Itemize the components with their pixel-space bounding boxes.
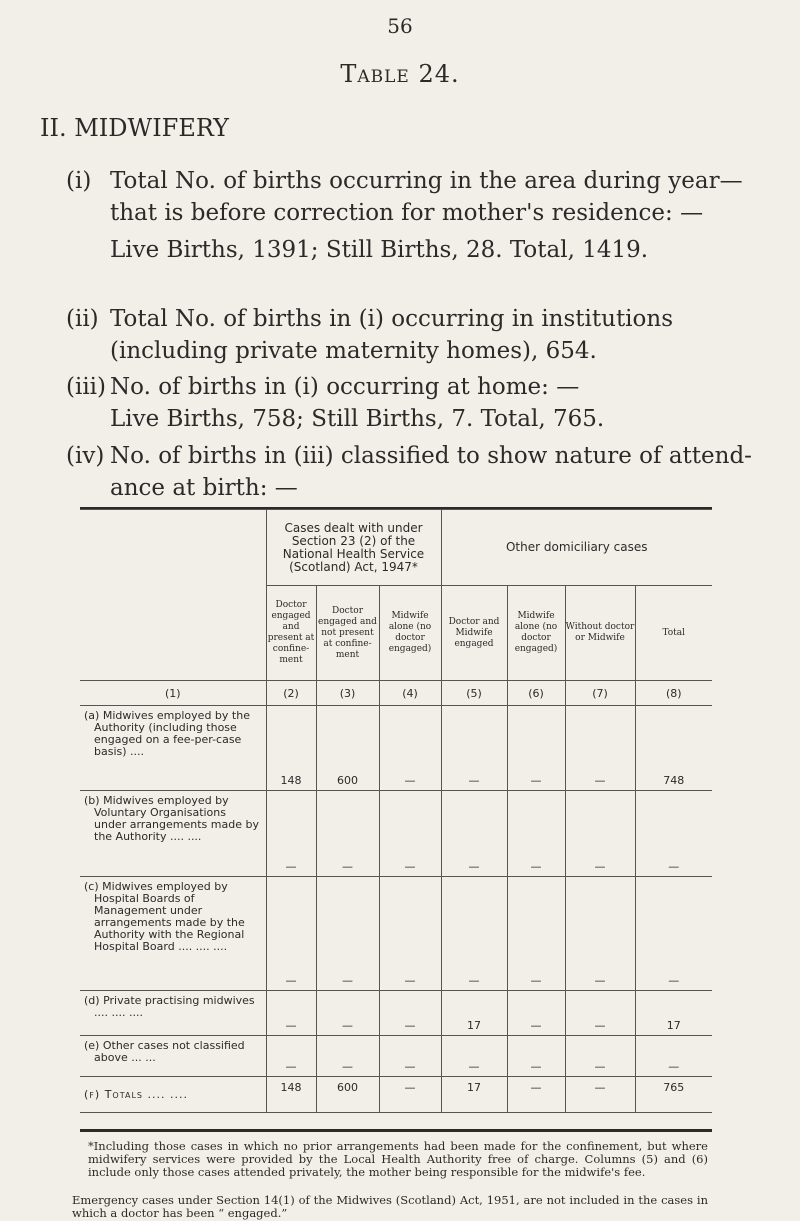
table-row bbox=[80, 991, 712, 1036]
table-cell: — bbox=[565, 791, 635, 877]
row-description: Midwives employed by the Authority (including those engaged on a fee-per-case basis) .... bbox=[94, 709, 250, 758]
table-row bbox=[80, 1036, 712, 1077]
column-number: (4) bbox=[379, 681, 441, 706]
row-label bbox=[80, 791, 266, 877]
table-cell: 148 bbox=[266, 706, 316, 791]
item-i bbox=[66, 165, 786, 229]
column-number: (7) bbox=[565, 681, 635, 706]
item-text-line: Total No. of births occurring in the area during year— bbox=[110, 168, 743, 194]
table-cell: — bbox=[507, 791, 565, 877]
page-number: 56 bbox=[387, 14, 413, 38]
column-number: (1) bbox=[80, 681, 266, 706]
table-cell: 17 bbox=[441, 991, 507, 1036]
table-cell: — bbox=[507, 877, 565, 991]
other-group-header: Other domiciliary cases bbox=[441, 510, 712, 586]
table-cell: — bbox=[266, 991, 316, 1036]
table-cell: — bbox=[507, 991, 565, 1036]
item-iv bbox=[66, 440, 786, 504]
row-letter: (d) bbox=[84, 994, 100, 1007]
table-cell: 600 bbox=[316, 1077, 379, 1113]
column-number: (5) bbox=[441, 681, 507, 706]
attendance-table bbox=[80, 507, 712, 1132]
column-header: Total bbox=[635, 586, 712, 681]
item-label: (i) bbox=[66, 168, 92, 194]
column-header: Doctor engaged and not present at confine-ment bbox=[316, 586, 379, 681]
row-letter: (b) bbox=[84, 794, 100, 807]
row-letter: (a) bbox=[84, 709, 100, 722]
table-cell: — bbox=[565, 877, 635, 991]
section-heading bbox=[40, 114, 229, 142]
table-cell: — bbox=[316, 991, 379, 1036]
column-number: (3) bbox=[316, 681, 379, 706]
row-description: Totals .... .... bbox=[104, 1087, 188, 1101]
table-cell: — bbox=[565, 991, 635, 1036]
column-header: Doctor engaged and present at confine-ment bbox=[266, 586, 316, 681]
table-cell: — bbox=[379, 1036, 441, 1077]
column-number: (6) bbox=[507, 681, 565, 706]
row-letter: (f) bbox=[84, 1087, 101, 1101]
item-text-line: (including private maternity homes), 654. bbox=[110, 338, 597, 364]
item-label: (ii) bbox=[66, 306, 99, 332]
table-cell: — bbox=[316, 877, 379, 991]
table-row bbox=[80, 877, 712, 991]
table-row bbox=[80, 791, 712, 877]
row-letter: (e) bbox=[84, 1039, 100, 1052]
item-label: (iii) bbox=[66, 374, 107, 400]
table-cell: — bbox=[379, 991, 441, 1036]
item-text-line: No. of births in (iii) classified to show nature of attend- bbox=[110, 443, 752, 469]
table-cell: — bbox=[441, 1036, 507, 1077]
table-cell: — bbox=[441, 791, 507, 877]
table-cell: — bbox=[379, 791, 441, 877]
row-letter: (c) bbox=[84, 880, 99, 893]
table-cell: — bbox=[316, 1036, 379, 1077]
column-header: Midwife alone (no doctor engaged) bbox=[379, 586, 441, 681]
column-number: (8) bbox=[635, 681, 712, 706]
table-cell: — bbox=[379, 1077, 441, 1113]
row-description: Midwives employed by Hospital Boards of Management under arrangements made by the Authority with the Regional Hospital Board .... .... .... bbox=[94, 880, 245, 953]
table-cell: — bbox=[266, 1036, 316, 1077]
table-cell: — bbox=[316, 791, 379, 877]
row-description: Midwives employed by Voluntary Organisations under arrangements made by the Authority .... .... bbox=[94, 794, 259, 843]
table-cell: — bbox=[635, 791, 712, 877]
table-cell: 748 bbox=[635, 706, 712, 791]
table-cell: 17 bbox=[635, 991, 712, 1036]
attendance-table-grid bbox=[80, 509, 712, 1113]
row-label bbox=[80, 877, 266, 991]
item-label: (iv) bbox=[66, 443, 105, 469]
item-text-line: ance at birth: — bbox=[110, 475, 298, 501]
table-cell: 148 bbox=[266, 1077, 316, 1113]
item-text-line: Live Births, 758; Still Births, 7. Total, 765. bbox=[110, 406, 605, 432]
item-text-line: that is before correction for mother's residence: — bbox=[110, 200, 704, 226]
column-header: Doctor and Midwife engaged bbox=[441, 586, 507, 681]
table-cell: — bbox=[635, 1036, 712, 1077]
row-description: Other cases not classified above ... ... bbox=[94, 1039, 245, 1064]
table-cell: — bbox=[635, 877, 712, 991]
item-iii bbox=[66, 371, 786, 435]
table-cell: — bbox=[565, 1077, 635, 1113]
row-label bbox=[80, 706, 266, 791]
row-label bbox=[80, 1036, 266, 1077]
column-number: (2) bbox=[266, 681, 316, 706]
item-text-line: No. of births in (i) occurring at home: — bbox=[110, 374, 580, 400]
row-description: Private practising midwives .... .... .... bbox=[94, 994, 255, 1019]
table-cell: — bbox=[507, 1036, 565, 1077]
column-header: Without doctor or Midwife bbox=[565, 586, 635, 681]
births-detail: Live Births, 1391; Still Births, 28. Total, 1419. bbox=[110, 237, 649, 263]
blank-header-cell bbox=[80, 510, 266, 681]
table-cell: — bbox=[379, 877, 441, 991]
column-header: Midwife alone (no doctor engaged) bbox=[507, 586, 565, 681]
table-cell: 600 bbox=[316, 706, 379, 791]
row-label bbox=[80, 1077, 266, 1113]
table-cell: 17 bbox=[441, 1077, 507, 1113]
item-text-line: Total No. of births in (i) occurring in institutions bbox=[110, 306, 674, 332]
section-title: MIDWIFERY bbox=[74, 114, 230, 142]
table-caption: Table 24. bbox=[340, 60, 460, 88]
table-cell: — bbox=[565, 1036, 635, 1077]
totals-row bbox=[80, 1077, 712, 1113]
item-ii bbox=[66, 303, 786, 367]
table-bottom-rule bbox=[80, 1129, 712, 1132]
table-cell: — bbox=[379, 706, 441, 791]
table-cell: — bbox=[565, 706, 635, 791]
table-cell: — bbox=[441, 706, 507, 791]
table-cell: — bbox=[266, 791, 316, 877]
table-cell: — bbox=[266, 877, 316, 991]
table-cell: — bbox=[507, 706, 565, 791]
table-row bbox=[80, 706, 712, 791]
table-cell: — bbox=[441, 877, 507, 991]
table-cell: — bbox=[507, 1077, 565, 1113]
table-cell: 765 bbox=[635, 1077, 712, 1113]
footnote-emergency: Emergency cases under Section 14(1) of the Midwives (Scotland) Act, 1951, are not included in the cases in which a doctor has been “ engaged.” bbox=[72, 1193, 708, 1220]
row-label bbox=[80, 991, 266, 1036]
footnote-star: *Including those cases in which no prior arrangements had been made for the confinement, but where midwifery services were provided by the Local Health Authority free of charge. Columns (5) and (6) include only those cases attended privately, the mother being responsible for the midwife's fee. bbox=[88, 1139, 708, 1179]
section-number: II. bbox=[40, 114, 67, 142]
nhs-group-header: Cases dealt with under Section 23 (2) of the National Health Service (Scotland) Act, 1947* bbox=[266, 510, 441, 586]
